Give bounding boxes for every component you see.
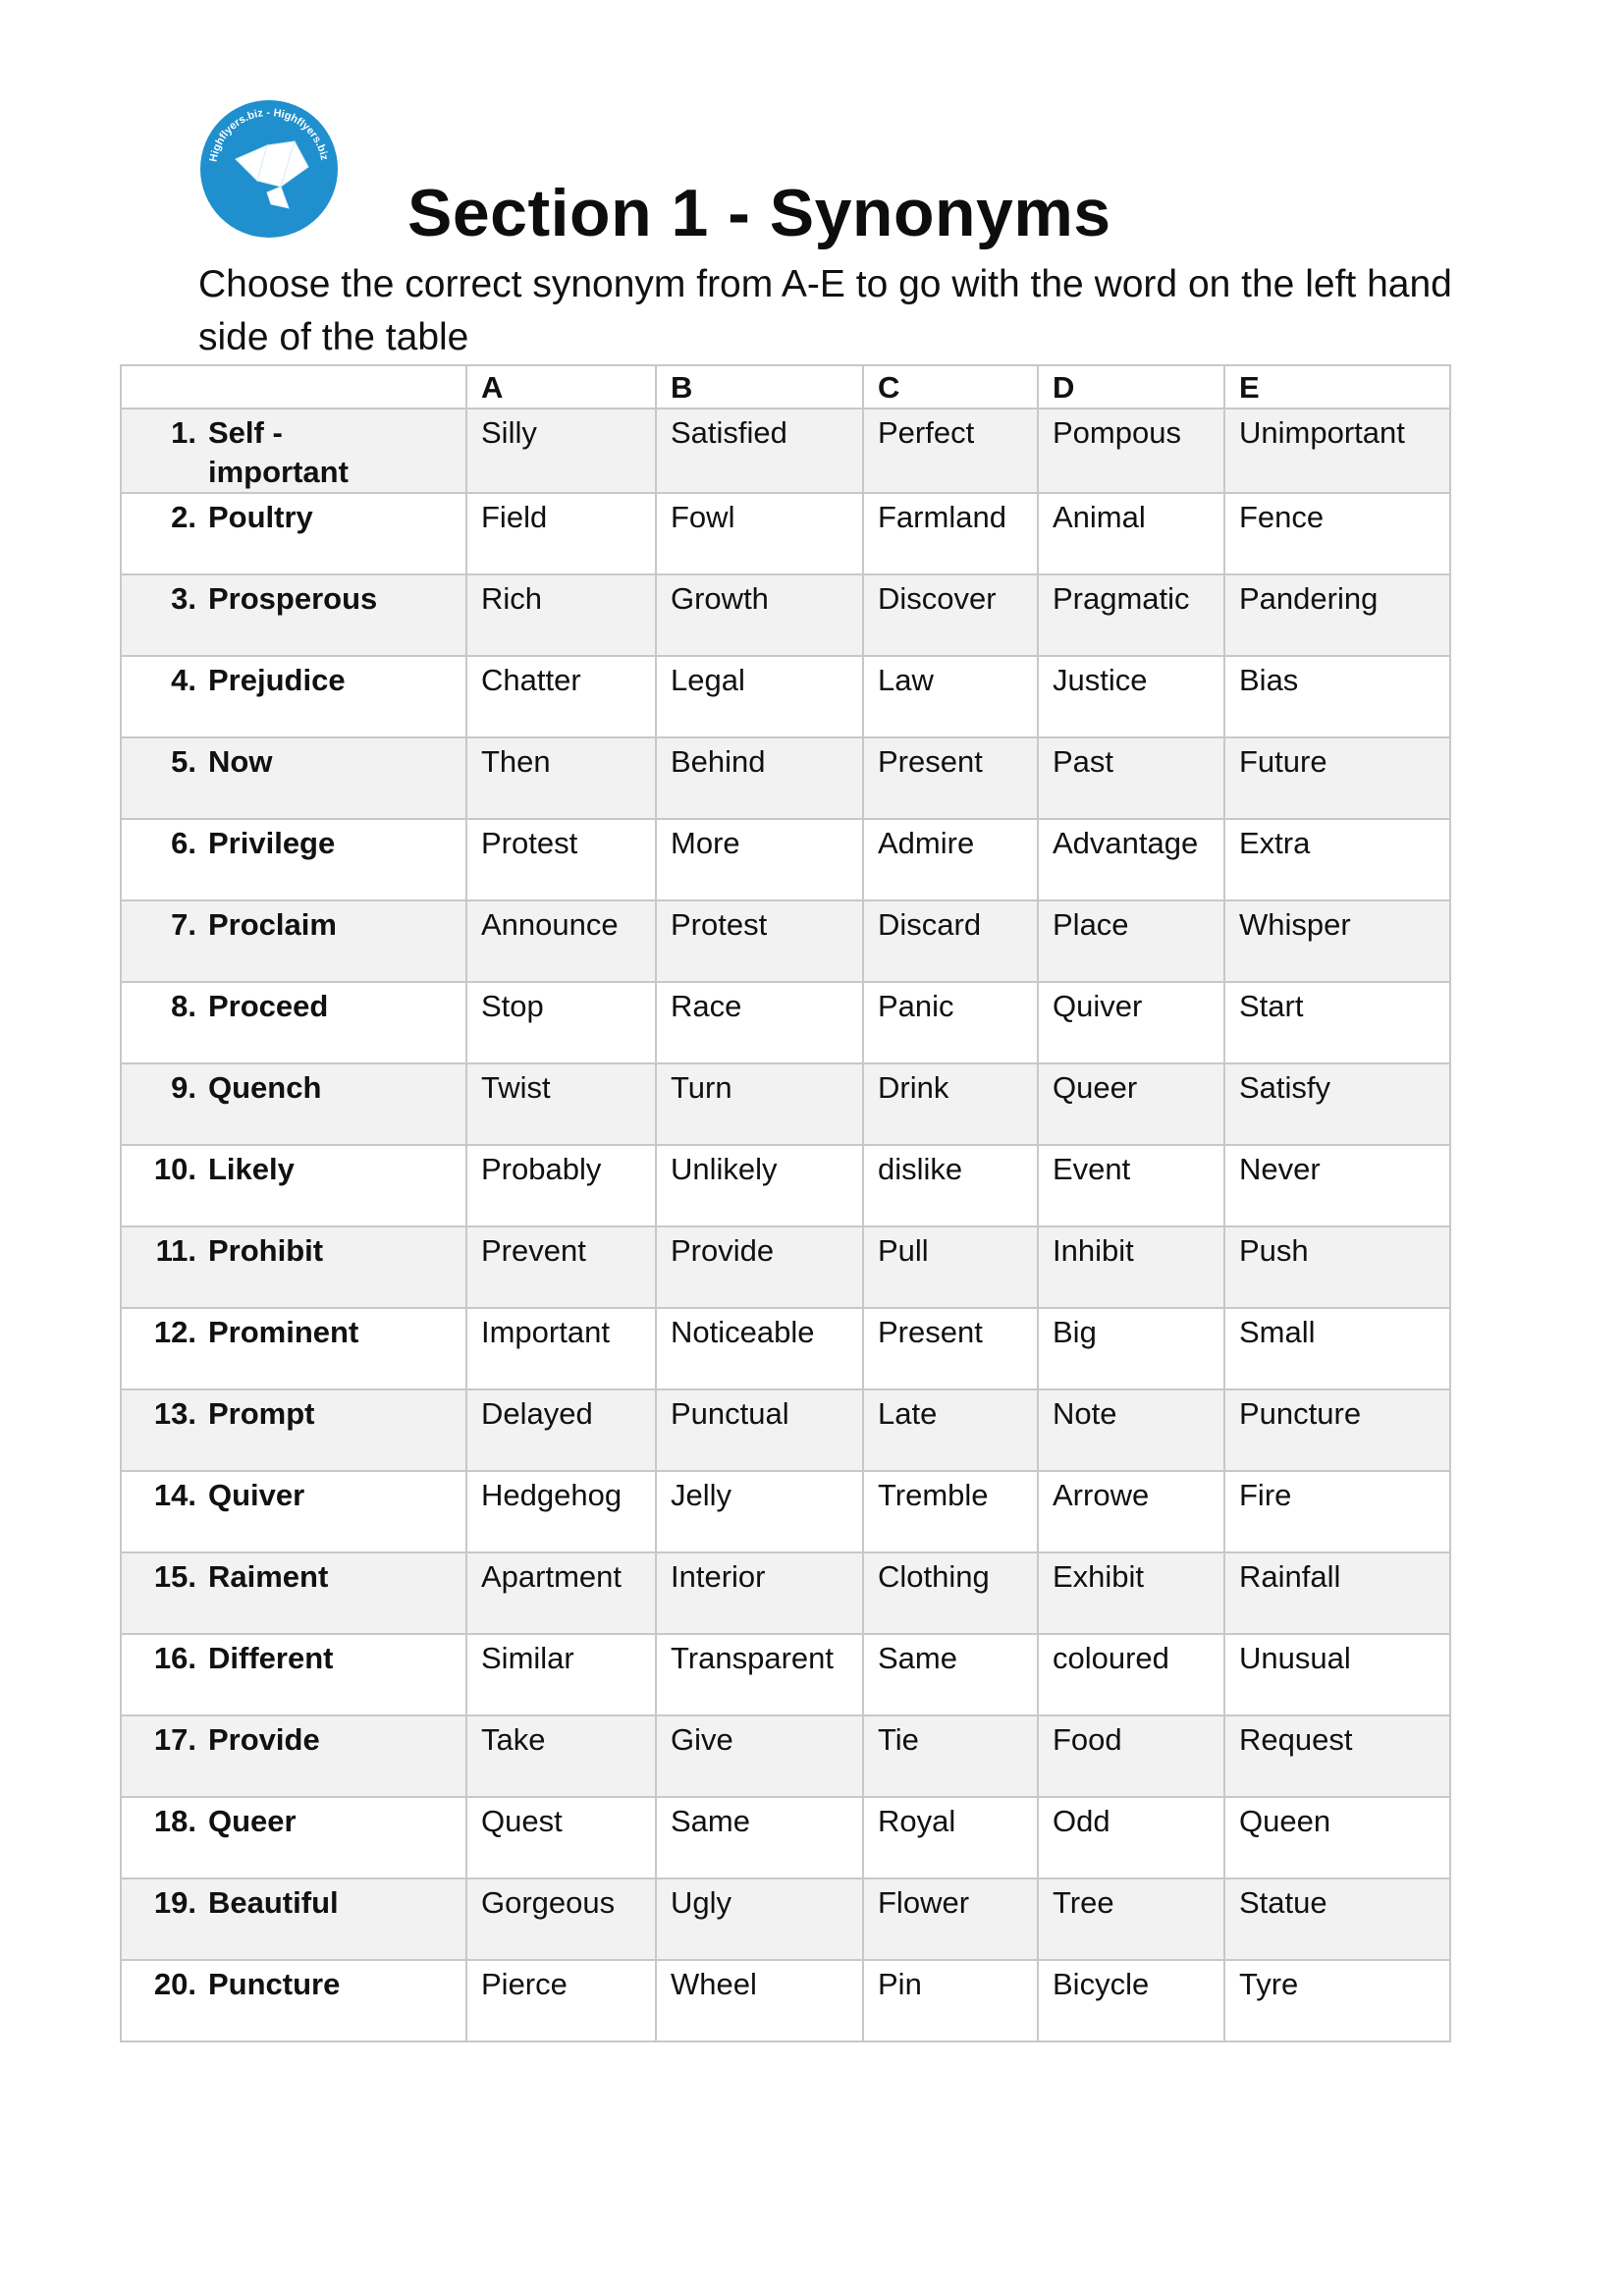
question-word-cell [121, 1552, 466, 1634]
question-word: Provide [208, 1722, 320, 1757]
question-number: 15. [153, 1559, 196, 1594]
question-number: 10. [153, 1152, 196, 1186]
question-number: 14. [153, 1478, 196, 1512]
option-c: Flower [863, 1878, 1038, 1960]
logo-ring-text: Highflyers.biz - Highflyers.biz [207, 106, 331, 163]
question-number: 8. [171, 989, 196, 1023]
option-b: Satisfied [656, 408, 863, 493]
option-d: Queer [1038, 1063, 1224, 1145]
question-number: 12. [153, 1315, 196, 1349]
option-c: Farmland [863, 493, 1038, 574]
option-a: Pierce [466, 1960, 656, 2041]
option-e: Request [1224, 1715, 1450, 1797]
option-c: Present [863, 1308, 1038, 1389]
option-e: Future [1224, 737, 1450, 819]
question-word-cell [121, 656, 466, 737]
option-c: Pin [863, 1960, 1038, 2041]
question-number: 19. [153, 1885, 196, 1920]
question-number: 2. [171, 500, 196, 534]
question-word-cell [121, 1308, 466, 1389]
option-b: Unlikely [656, 1145, 863, 1226]
option-b: Same [656, 1797, 863, 1878]
table-row [121, 1715, 1450, 1797]
question-word: Prejudice [208, 663, 346, 697]
question-number: 1. [171, 415, 196, 450]
option-b: Protest [656, 900, 863, 982]
table-row [121, 656, 1450, 737]
option-e: Whisper [1224, 900, 1450, 982]
option-c: Panic [863, 982, 1038, 1063]
option-a: Twist [466, 1063, 656, 1145]
option-a: Similar [466, 1634, 656, 1715]
header-option-b: B [656, 365, 863, 408]
header-option-e: E [1224, 365, 1450, 408]
question-number: 3. [171, 581, 196, 616]
option-e: Statue [1224, 1878, 1450, 1960]
option-d: Bicycle [1038, 1960, 1224, 2041]
table-row [121, 737, 1450, 819]
question-word-cell [121, 1389, 466, 1471]
question-word-cell [121, 574, 466, 656]
option-b: Growth [656, 574, 863, 656]
option-d: Pompous [1038, 408, 1224, 493]
option-b: Give [656, 1715, 863, 1797]
option-d: Past [1038, 737, 1224, 819]
option-a: Rich [466, 574, 656, 656]
option-c: Same [863, 1634, 1038, 1715]
option-c: dislike [863, 1145, 1038, 1226]
page-title: Section 1 - Synonyms [407, 176, 1111, 250]
question-word-cell [121, 737, 466, 819]
option-d: Food [1038, 1715, 1224, 1797]
option-a: Then [466, 737, 656, 819]
table-row [121, 1878, 1450, 1960]
question-word-cell [121, 408, 466, 493]
option-d: Big [1038, 1308, 1224, 1389]
option-e: Push [1224, 1226, 1450, 1308]
option-b: Turn [656, 1063, 863, 1145]
option-a: Hedgehog [466, 1471, 656, 1552]
option-e: Unimportant [1224, 408, 1450, 493]
option-e: Small [1224, 1308, 1450, 1389]
question-word-cell [121, 1145, 466, 1226]
question-word: Now [208, 744, 273, 779]
question-word: Likely [208, 1152, 295, 1186]
question-word-cell [121, 982, 466, 1063]
option-a: Quest [466, 1797, 656, 1878]
table-row [121, 982, 1450, 1063]
question-number: 4. [171, 663, 196, 697]
option-c: Pull [863, 1226, 1038, 1308]
question-word-cell [121, 1471, 466, 1552]
option-a: Take [466, 1715, 656, 1797]
question-word-cell [121, 1715, 466, 1797]
question-word: Proclaim [208, 907, 337, 942]
option-d: Event [1038, 1145, 1224, 1226]
option-c: Clothing [863, 1552, 1038, 1634]
question-number: 20. [153, 1967, 196, 2001]
option-e: Rainfall [1224, 1552, 1450, 1634]
question-word: Different [208, 1641, 334, 1675]
question-word-cell [121, 1634, 466, 1715]
option-e: Extra [1224, 819, 1450, 900]
option-a: Prevent [466, 1226, 656, 1308]
option-b: Legal [656, 656, 863, 737]
option-d: Pragmatic [1038, 574, 1224, 656]
table-row [121, 819, 1450, 900]
question-number: 18. [153, 1804, 196, 1838]
option-d: Advantage [1038, 819, 1224, 900]
option-d: Animal [1038, 493, 1224, 574]
option-d: coloured [1038, 1634, 1224, 1715]
option-b: Jelly [656, 1471, 863, 1552]
header-option-c: C [863, 365, 1038, 408]
question-word: Self - important [208, 415, 349, 489]
option-a: Important [466, 1308, 656, 1389]
option-b: Noticeable [656, 1308, 863, 1389]
option-a: Silly [466, 408, 656, 493]
option-c: Discover [863, 574, 1038, 656]
option-e: Pandering [1224, 574, 1450, 656]
option-a: Apartment [466, 1552, 656, 1634]
option-b: Transparent [656, 1634, 863, 1715]
option-e: Unusual [1224, 1634, 1450, 1715]
table-row [121, 1552, 1450, 1634]
question-word-cell [121, 493, 466, 574]
question-number: 9. [171, 1070, 196, 1105]
table-row [121, 1226, 1450, 1308]
table-row [121, 1063, 1450, 1145]
question-word-cell [121, 1878, 466, 1960]
option-e: Puncture [1224, 1389, 1450, 1471]
option-c: Discard [863, 900, 1038, 982]
table-row [121, 900, 1450, 982]
table-row [121, 1471, 1450, 1552]
table-row [121, 1960, 1450, 2041]
question-word: Privilege [208, 826, 336, 860]
dove-icon [198, 98, 340, 240]
option-a: Protest [466, 819, 656, 900]
option-d: Odd [1038, 1797, 1224, 1878]
option-a: Gorgeous [466, 1878, 656, 1960]
table-row [121, 574, 1450, 656]
option-d: Exhibit [1038, 1552, 1224, 1634]
header-option-d: D [1038, 365, 1224, 408]
option-c: Admire [863, 819, 1038, 900]
option-b: More [656, 819, 863, 900]
question-word-cell [121, 1063, 466, 1145]
question-number: 7. [171, 907, 196, 942]
option-e: Start [1224, 982, 1450, 1063]
option-c: Drink [863, 1063, 1038, 1145]
table-row [121, 1634, 1450, 1715]
option-b: Fowl [656, 493, 863, 574]
option-a: Field [466, 493, 656, 574]
option-b: Ugly [656, 1878, 863, 1960]
option-b: Race [656, 982, 863, 1063]
header-row [121, 365, 1450, 408]
option-d: Quiver [1038, 982, 1224, 1063]
table-row [121, 493, 1450, 574]
option-e: Bias [1224, 656, 1450, 737]
option-e: Fence [1224, 493, 1450, 574]
question-word-cell [121, 900, 466, 982]
table-row [121, 1145, 1450, 1226]
option-e: Queen [1224, 1797, 1450, 1878]
option-d: Tree [1038, 1878, 1224, 1960]
option-c: Law [863, 656, 1038, 737]
option-d: Inhibit [1038, 1226, 1224, 1308]
table-row [121, 1797, 1450, 1878]
question-word: Quench [208, 1070, 322, 1105]
question-word-cell [121, 1226, 466, 1308]
question-word: Prosperous [208, 581, 378, 616]
option-d: Note [1038, 1389, 1224, 1471]
question-word: Prohibit [208, 1233, 324, 1268]
question-word: Queer [208, 1804, 297, 1838]
option-c: Royal [863, 1797, 1038, 1878]
question-number: 17. [153, 1722, 196, 1757]
option-d: Arrowe [1038, 1471, 1224, 1552]
option-d: Place [1038, 900, 1224, 982]
question-word: Proceed [208, 989, 329, 1023]
question-word: Puncture [208, 1967, 341, 2001]
question-word: Prominent [208, 1315, 359, 1349]
question-number: 16. [153, 1641, 196, 1675]
logo [198, 98, 340, 240]
option-a: Probably [466, 1145, 656, 1226]
header-word-column [121, 365, 466, 408]
option-e: Never [1224, 1145, 1450, 1226]
option-c: Late [863, 1389, 1038, 1471]
option-a: Announce [466, 900, 656, 982]
question-number: 6. [171, 826, 196, 860]
option-e: Satisfy [1224, 1063, 1450, 1145]
option-d: Justice [1038, 656, 1224, 737]
option-e: Fire [1224, 1471, 1450, 1552]
instructions: Choose the correct synonym from A-E to go with the word on the left hand side of the table [198, 263, 1452, 358]
question-word: Raiment [208, 1559, 329, 1594]
option-c: Tremble [863, 1471, 1038, 1552]
question-word-cell [121, 819, 466, 900]
table-row [121, 408, 1450, 493]
option-a: Chatter [466, 656, 656, 737]
synonyms-table [120, 364, 1451, 2042]
option-b: Punctual [656, 1389, 863, 1471]
question-word-cell [121, 1797, 466, 1878]
question-word: Quiver [208, 1478, 305, 1512]
table-row [121, 1389, 1450, 1471]
question-word: Beautiful [208, 1885, 339, 1920]
option-b: Behind [656, 737, 863, 819]
option-b: Provide [656, 1226, 863, 1308]
question-number: 5. [171, 744, 196, 779]
question-word: Prompt [208, 1396, 315, 1431]
option-b: Interior [656, 1552, 863, 1634]
question-number: 13. [153, 1396, 196, 1431]
option-a: Delayed [466, 1389, 656, 1471]
header-option-a: A [466, 365, 656, 408]
option-c: Perfect [863, 408, 1038, 493]
option-c: Tie [863, 1715, 1038, 1797]
question-word-cell [121, 1960, 466, 2041]
option-e: Tyre [1224, 1960, 1450, 2041]
option-b: Wheel [656, 1960, 863, 2041]
option-a: Stop [466, 982, 656, 1063]
table-row [121, 1308, 1450, 1389]
question-number: 11. [155, 1233, 196, 1268]
question-word: Poultry [208, 500, 313, 534]
option-c: Present [863, 737, 1038, 819]
